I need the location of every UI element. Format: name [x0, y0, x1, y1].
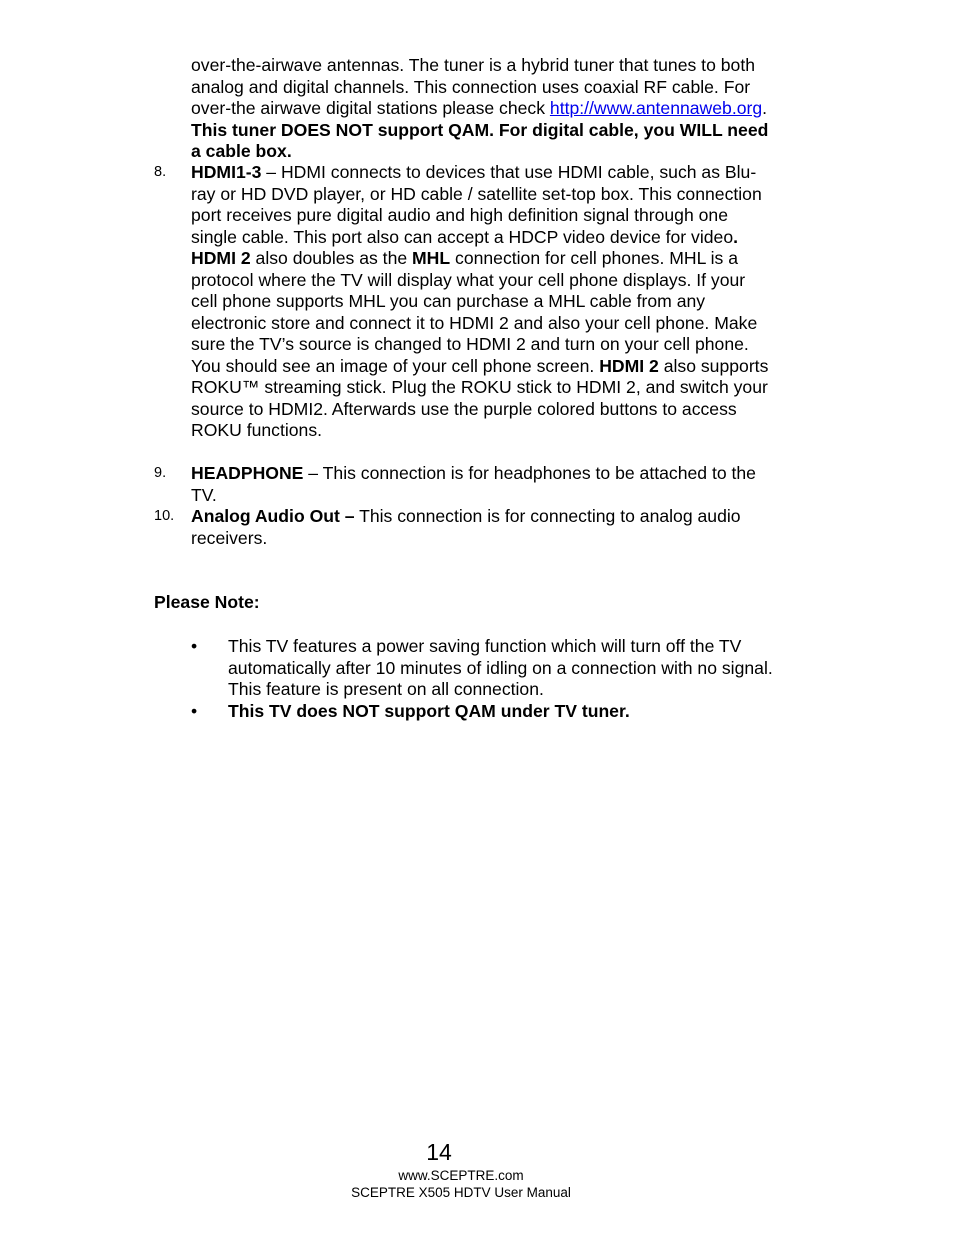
page-number: 14 [426, 1139, 452, 1165]
hdmi2-term: HDMI 2 [191, 248, 251, 268]
antennaweb-link[interactable]: http://www.antennaweb.org [549, 98, 763, 118]
item-description: also doubles as the [250, 248, 413, 268]
continuation-punctuation: . [762, 98, 768, 118]
bullet-text: This TV features a power saving function which will turn off the TV automatically after 10 minutes of idling on a connection with no signal. This feature is present on all connection. [228, 636, 773, 699]
qam-warning: This tuner DOES NOT support QAM. For digital cable, you WILL need a cable box. [191, 119, 769, 161]
item-text [191, 506, 771, 549]
item-description: This connection is for connecting to analog audio receivers. [191, 506, 741, 548]
footer-manual-title: SCEPTRE X505 HDTV User Manual [351, 1185, 571, 1200]
bullet-icon: • [191, 636, 198, 656]
bullet-bold-text: This TV does NOT support QAM under TV tuner. [228, 701, 630, 721]
item-description: connection for cell phones. MHL is a protocol where the TV will display what your cell phone displays. If your cell phone supports MHL you can purchase a MHL cable from any electronic store and connect it to HDMI 2 and also your cell phone. Make sure the TV’s source is changed to HDMI 2 and turn on your cell phone. You should see an image of your cell phone screen. [191, 248, 758, 376]
item-term: HDMI1-3 [191, 162, 262, 182]
item-description: – HDMI connects to devices that use HDMI cable, such as Blu-ray or HD DVD player, or HD cable / satellite set-top box. This connection port receives pure digital audio and high definition signal through one single cable. This port also can accept a HDCP video device for video [191, 162, 762, 247]
item-term: Analog Audio Out – [191, 506, 355, 526]
item-number: 9. [154, 465, 167, 481]
item-number: 10. [154, 508, 175, 524]
item-number: 8. [154, 164, 167, 180]
footer-website: www.SCEPTRE.com [398, 1168, 524, 1183]
item-term: HEADPHONE [191, 463, 304, 483]
bold-period: . [733, 226, 739, 247]
mhl-term: MHL [412, 248, 451, 268]
continuation-text: over-the-airwave antennas. The tuner is a hybrid tuner that tunes to both analog and digital channels. This connection uses coaxial RF cable. For over-the airwave digital stations please check [191, 55, 755, 118]
please-note-heading: Please Note: [154, 592, 260, 612]
tuner-description-continuation [191, 55, 771, 163]
item-description: also supports ROKU™ streaming stick. Plug the ROKU stick to HDMI 2, and switch your source to HDMI2. Afterwards use the purple colored buttons to access ROKU functions. [191, 355, 769, 440]
bullet-text [228, 701, 773, 723]
item-text [191, 162, 771, 442]
bullet-icon: • [191, 701, 198, 721]
hdmi2-term: HDMI 2 [599, 355, 659, 376]
item-description: – This connection is for headphones to be attached to the TV. [191, 463, 756, 505]
item-text [191, 463, 771, 506]
